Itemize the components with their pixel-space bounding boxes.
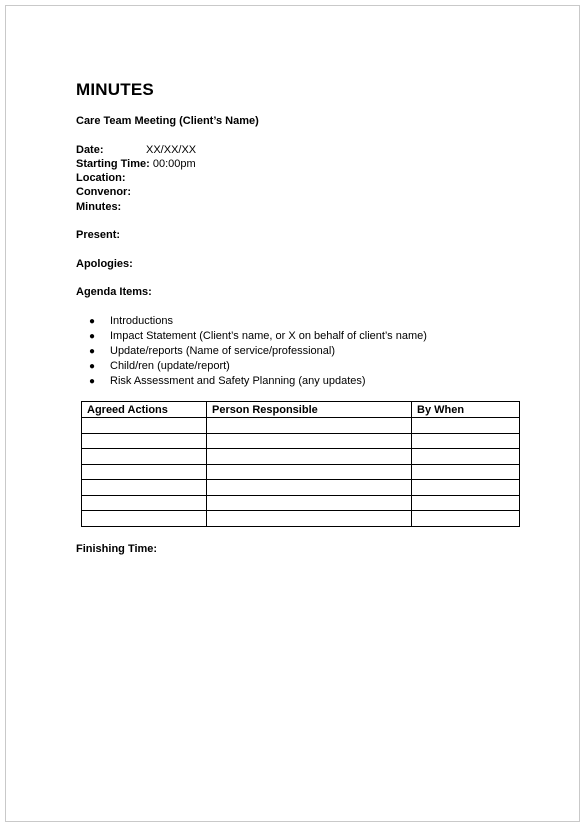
table-cell[interactable]: [207, 480, 412, 496]
agenda-item: [76, 329, 427, 344]
table-cell[interactable]: [412, 464, 520, 480]
meeting-subtitle: Care Team Meeting (Client’s Name): [76, 115, 259, 127]
column-header-by-when: By When: [412, 402, 520, 418]
starting-time-label: Starting Time:: [76, 158, 150, 170]
table-row: [82, 464, 520, 480]
table-cell[interactable]: [207, 418, 412, 434]
agenda-item: [76, 344, 427, 359]
table-cell[interactable]: [207, 433, 412, 449]
document-page: [5, 5, 580, 822]
table-cell[interactable]: [82, 464, 207, 480]
convenor-field: [76, 185, 131, 199]
location-label: Location:: [76, 172, 126, 184]
finishing-time-label: Finishing Time:: [76, 543, 158, 555]
bullet-icon: ●: [89, 331, 96, 342]
table-cell[interactable]: [412, 418, 520, 434]
table-cell[interactable]: [207, 464, 412, 480]
table-cell[interactable]: [82, 495, 207, 511]
table-cell[interactable]: [412, 433, 520, 449]
agenda-item: [76, 374, 427, 389]
apologies-label: Apologies:: [76, 258, 133, 270]
column-header-agreed-actions: Agreed Actions: [82, 402, 207, 418]
date-value: XX/XX/XX: [146, 144, 197, 156]
bullet-icon: ●: [89, 316, 96, 327]
finishing-time-field: [76, 542, 157, 556]
agenda-item: [76, 359, 427, 374]
agenda-item-text: Introductions: [110, 315, 173, 327]
bullet-icon: ●: [89, 346, 96, 357]
minutes-field: [76, 200, 121, 214]
page-title: MINUTES: [76, 80, 154, 99]
table-cell[interactable]: [412, 449, 520, 465]
table-row: [82, 495, 520, 511]
agenda-item-text: Impact Statement (Client’s name, or X on behalf of client’s name): [110, 330, 427, 342]
table-cell[interactable]: [412, 511, 520, 527]
bullet-icon: ●: [89, 361, 96, 372]
starting-time-value: 00:00pm: [152, 158, 196, 170]
agenda-item-text: Child/ren (update/report): [110, 360, 230, 372]
agenda-item: [76, 314, 427, 329]
table-row: [82, 511, 520, 527]
table-cell[interactable]: [207, 495, 412, 511]
starting-time-field: [76, 157, 196, 171]
table-cell[interactable]: [82, 480, 207, 496]
table-cell[interactable]: [82, 418, 207, 434]
agreed-actions-table: [81, 401, 520, 527]
table-cell[interactable]: [412, 495, 520, 511]
agenda-item-text: Risk Assessment and Safety Planning (any updates): [110, 375, 366, 387]
table-cell[interactable]: [82, 433, 207, 449]
apologies-field: [76, 257, 133, 271]
agenda-item-text: Update/reports (Name of service/professional): [110, 345, 335, 357]
table-row: [82, 449, 520, 465]
date-label: Date:: [76, 144, 104, 156]
bullet-icon: ●: [89, 376, 96, 387]
agenda-label: Agenda Items:: [76, 286, 152, 298]
table-cell[interactable]: [207, 449, 412, 465]
agenda-list: [76, 314, 427, 389]
table-row: [82, 433, 520, 449]
present-label: Present:: [76, 229, 121, 241]
convenor-label: Convenor:: [76, 186, 131, 198]
table-cell[interactable]: [82, 449, 207, 465]
table-row: [82, 418, 520, 434]
location-field: [76, 171, 126, 185]
date-field: [76, 143, 197, 157]
agenda-heading: [76, 285, 152, 299]
table-cell[interactable]: [82, 511, 207, 527]
column-header-person-responsible: Person Responsible: [207, 402, 412, 418]
table-header-row: [82, 402, 520, 418]
present-field: [76, 228, 120, 242]
table-row: [82, 480, 520, 496]
table-cell[interactable]: [412, 480, 520, 496]
minutes-label: Minutes:: [76, 201, 122, 213]
table-cell[interactable]: [207, 511, 412, 527]
